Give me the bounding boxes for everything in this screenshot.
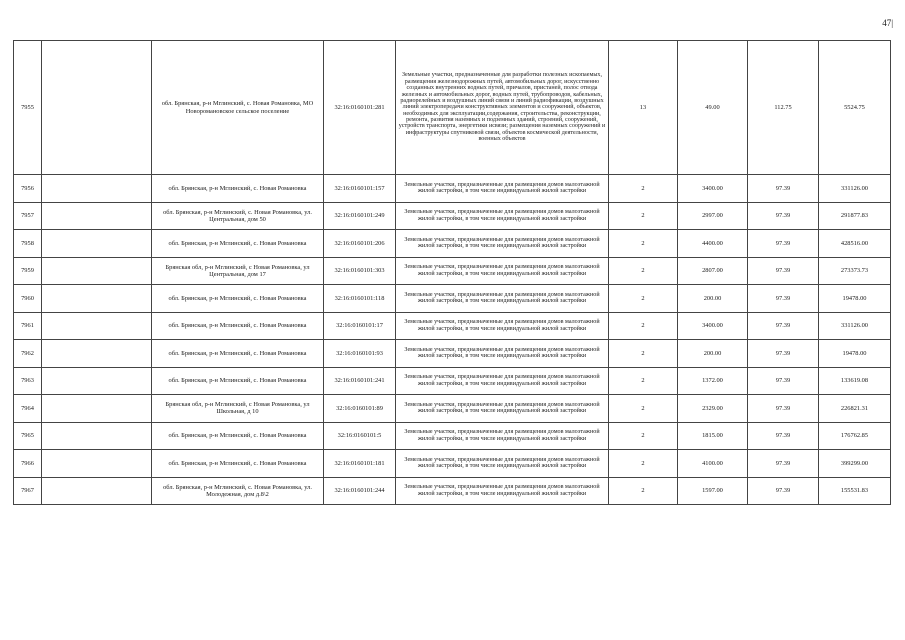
specific-value-cell: 97.39	[748, 257, 819, 285]
land-use-cell: Земельные участки, предназначенные для размещения домов малоэтажной жилой застройки, в том числе индивидуальной жилой застройки	[396, 285, 609, 313]
area-cell: 4100.00	[678, 450, 748, 478]
cadastral-number-cell: 32:16:0160101:281	[324, 41, 396, 175]
group-code-cell: 2	[609, 285, 678, 313]
row-number-cell: 7958	[14, 230, 42, 258]
cadastral-number-cell: 32:16:0160101:157	[324, 175, 396, 203]
cadastral-number-cell: 32:16:0160101:249	[324, 202, 396, 230]
cadastral-value-cell: 291877.83	[819, 202, 891, 230]
land-use-cell: Земельные участки, предназначенные для размещения домов малоэтажной жилой застройки, в том числе индивидуальной жилой застройки	[396, 175, 609, 203]
table-row	[14, 340, 891, 368]
table-row	[14, 477, 891, 505]
land-use-cell: Земельные участки, предназначенные для размещения домов малоэтажной жилой застройки, в том числе индивидуальной жилой застройки	[396, 422, 609, 450]
address-cell: обл. Брянская, р-н Мглинский, с. Новая Романовка	[152, 175, 324, 203]
address-cell: обл. Брянская, р-н Мглинский, с. Новая Романовка	[152, 367, 324, 395]
blank-cell	[42, 367, 152, 395]
cadastral-value-cell: 428516.00	[819, 230, 891, 258]
area-cell: 2997.00	[678, 202, 748, 230]
specific-value-cell: 97.39	[748, 450, 819, 478]
group-code-cell: 2	[609, 477, 678, 505]
group-code-cell: 2	[609, 367, 678, 395]
land-use-cell: Земельные участки, предназначенные для размещения домов малоэтажной жилой застройки, в том числе индивидуальной жилой застройки	[396, 257, 609, 285]
cadastral-number-cell: 32:16:0160101:118	[324, 285, 396, 313]
specific-value-cell: 97.39	[748, 477, 819, 505]
specific-value-cell: 112.75	[748, 41, 819, 175]
table-row	[14, 285, 891, 313]
cadastral-value-cell: 5524.75	[819, 41, 891, 175]
table-row	[14, 312, 891, 340]
specific-value-cell: 97.39	[748, 422, 819, 450]
area-cell: 200.00	[678, 285, 748, 313]
land-use-cell: Земельные участки, предназначенные для размещения домов малоэтажной жилой застройки, в том числе индивидуальной жилой застройки	[396, 477, 609, 505]
blank-cell	[42, 477, 152, 505]
group-code-cell: 2	[609, 312, 678, 340]
area-cell: 200.00	[678, 340, 748, 368]
specific-value-cell: 97.39	[748, 312, 819, 340]
specific-value-cell: 97.39	[748, 285, 819, 313]
row-number-cell: 7967	[14, 477, 42, 505]
table-row	[14, 422, 891, 450]
specific-value-cell: 97.39	[748, 367, 819, 395]
table-row	[14, 450, 891, 478]
address-cell: обл. Брянская, р-н Мглинский, с. Новая Романовка, МО Новоромановское сельское поселение	[152, 41, 324, 175]
cadastral-number-cell: 32:16:0160101:93	[324, 340, 396, 368]
address-cell: обл. Брянская, р-н Мглинский, с. Новая Романовка, ул. Центральная, дом 50	[152, 202, 324, 230]
cadastral-number-cell: 32:16:0160101:206	[324, 230, 396, 258]
blank-cell	[42, 285, 152, 313]
group-code-cell: 2	[609, 450, 678, 478]
row-number-cell: 7960	[14, 285, 42, 313]
area-cell: 3400.00	[678, 312, 748, 340]
address-cell: Брянская обл, р-н Мглинский, с Новая Романовка, ул Центральная, дом 17	[152, 257, 324, 285]
blank-cell	[42, 41, 152, 175]
cadastral-value-cell: 133619.08	[819, 367, 891, 395]
area-cell: 1815.00	[678, 422, 748, 450]
row-number-cell: 7959	[14, 257, 42, 285]
cadastral-value-cell: 155531.83	[819, 477, 891, 505]
page-number: 47|	[882, 18, 893, 28]
cadastral-value-cell: 19478.00	[819, 285, 891, 313]
cadastral-number-cell: 32:16:0160101:241	[324, 367, 396, 395]
address-cell: обл. Брянская, р-н Мглинский, с. Новая Романовка	[152, 422, 324, 450]
table-row	[14, 395, 891, 423]
land-use-cell: Земельные участки, предназначенные для размещения домов малоэтажной жилой застройки, в том числе индивидуальной жилой застройки	[396, 230, 609, 258]
address-cell: обл. Брянская, р-н Мглинский, с. Новая Романовка	[152, 285, 324, 313]
blank-cell	[42, 175, 152, 203]
group-code-cell: 2	[609, 202, 678, 230]
table-row	[14, 41, 891, 175]
specific-value-cell: 97.39	[748, 202, 819, 230]
table-row	[14, 202, 891, 230]
row-number-cell: 7956	[14, 175, 42, 203]
blank-cell	[42, 312, 152, 340]
specific-value-cell: 97.39	[748, 340, 819, 368]
land-use-cell: Земельные участки, предназначенные для размещения домов малоэтажной жилой застройки, в том числе индивидуальной жилой застройки	[396, 202, 609, 230]
blank-cell	[42, 395, 152, 423]
group-code-cell: 2	[609, 175, 678, 203]
group-code-cell: 2	[609, 422, 678, 450]
cadastral-number-cell: 32:16:0160101:244	[324, 477, 396, 505]
cadastral-number-cell: 32:16:0160101:303	[324, 257, 396, 285]
table-row	[14, 257, 891, 285]
cadastral-value-cell: 19478.00	[819, 340, 891, 368]
row-number-cell: 7965	[14, 422, 42, 450]
row-number-cell: 7957	[14, 202, 42, 230]
land-use-cell: Земельные участки, предназначенные для разработки полезных ископаемых, размещения железнодорожных путей, автомобильных дорог, искусственно созданных внутренних водных путей, причалов, пристаней, полос отвода железных и автомобильных дорог, водных путей, трубопроводов, кабельных, радиорелейных и воздушных линий связи и линий радиофикации, воздушных линий электропередачи конструктивных элементов и сооружений, объектов, необходимых для эксплуатации,содержания, строительства, реконструкции, ремонта, развития наземных и подземных зданий, строений, сооружений, устройств транспорта, энергетики исвязи; размещения наземных сооружений и инфраструктуры спутниковой связи, объектов космической деятельности, военных объектов	[396, 41, 609, 175]
address-cell: Брянская обл, р-н Мглинский, с Новая Романовка, ул Школьная, д 10	[152, 395, 324, 423]
cadastral-value-cell: 331126.00	[819, 312, 891, 340]
area-cell: 1372.00	[678, 367, 748, 395]
cadastral-value-cell: 399299.00	[819, 450, 891, 478]
blank-cell	[42, 202, 152, 230]
specific-value-cell: 97.39	[748, 395, 819, 423]
blank-cell	[42, 450, 152, 478]
area-cell: 1597.00	[678, 477, 748, 505]
blank-cell	[42, 340, 152, 368]
cadastral-value-cell: 176762.85	[819, 422, 891, 450]
land-use-cell: Земельные участки, предназначенные для размещения домов малоэтажной жилой застройки, в том числе индивидуальной жилой застройки	[396, 312, 609, 340]
address-cell: обл. Брянская, р-н Мглинский, с. Новая Романовка	[152, 312, 324, 340]
group-code-cell: 2	[609, 395, 678, 423]
address-cell: обл. Брянская, р-н Мглинский, с. Новая Романовка	[152, 450, 324, 478]
row-number-cell: 7961	[14, 312, 42, 340]
blank-cell	[42, 257, 152, 285]
specific-value-cell: 97.39	[748, 230, 819, 258]
table-row	[14, 175, 891, 203]
table-row	[14, 230, 891, 258]
row-number-cell: 7966	[14, 450, 42, 478]
cadastral-value-cell: 273373.73	[819, 257, 891, 285]
address-cell: обл. Брянская, р-н Мглинский, с. Новая Романовка	[152, 340, 324, 368]
row-number-cell: 7964	[14, 395, 42, 423]
cadastral-number-cell: 32:16:0160101:17	[324, 312, 396, 340]
area-cell: 49.00	[678, 41, 748, 175]
address-cell: обл. Брянская, р-н Мглинский, с. Новая Романовка, ул. Молодежная, дом д.8\2	[152, 477, 324, 505]
table-row	[14, 367, 891, 395]
cadastral-value-cell: 331126.00	[819, 175, 891, 203]
specific-value-cell: 97.39	[748, 175, 819, 203]
cadastral-number-cell: 32:16:0160101:5	[324, 422, 396, 450]
group-code-cell: 2	[609, 340, 678, 368]
area-cell: 4400.00	[678, 230, 748, 258]
land-registry-table	[13, 40, 891, 505]
group-code-cell: 2	[609, 230, 678, 258]
land-use-cell: Земельные участки, предназначенные для размещения домов малоэтажной жилой застройки, в том числе индивидуальной жилой застройки	[396, 450, 609, 478]
blank-cell	[42, 230, 152, 258]
row-number-cell: 7963	[14, 367, 42, 395]
row-number-cell: 7962	[14, 340, 42, 368]
cadastral-number-cell: 32:16:0160101:181	[324, 450, 396, 478]
land-use-cell: Земельные участки, предназначенные для размещения домов малоэтажной жилой застройки, в том числе индивидуальной жилой застройки	[396, 395, 609, 423]
area-cell: 3400.00	[678, 175, 748, 203]
area-cell: 2329.00	[678, 395, 748, 423]
group-code-cell: 13	[609, 41, 678, 175]
row-number-cell: 7955	[14, 41, 42, 175]
area-cell: 2807.00	[678, 257, 748, 285]
address-cell: обл. Брянская, р-н Мглинский, с. Новая Романовка	[152, 230, 324, 258]
group-code-cell: 2	[609, 257, 678, 285]
land-use-cell: Земельные участки, предназначенные для размещения домов малоэтажной жилой застройки, в том числе индивидуальной жилой застройки	[396, 367, 609, 395]
blank-cell	[42, 422, 152, 450]
cadastral-value-cell: 226821.31	[819, 395, 891, 423]
cadastral-number-cell: 32:16:0160101:89	[324, 395, 396, 423]
land-use-cell: Земельные участки, предназначенные для размещения домов малоэтажной жилой застройки, в том числе индивидуальной жилой застройки	[396, 340, 609, 368]
